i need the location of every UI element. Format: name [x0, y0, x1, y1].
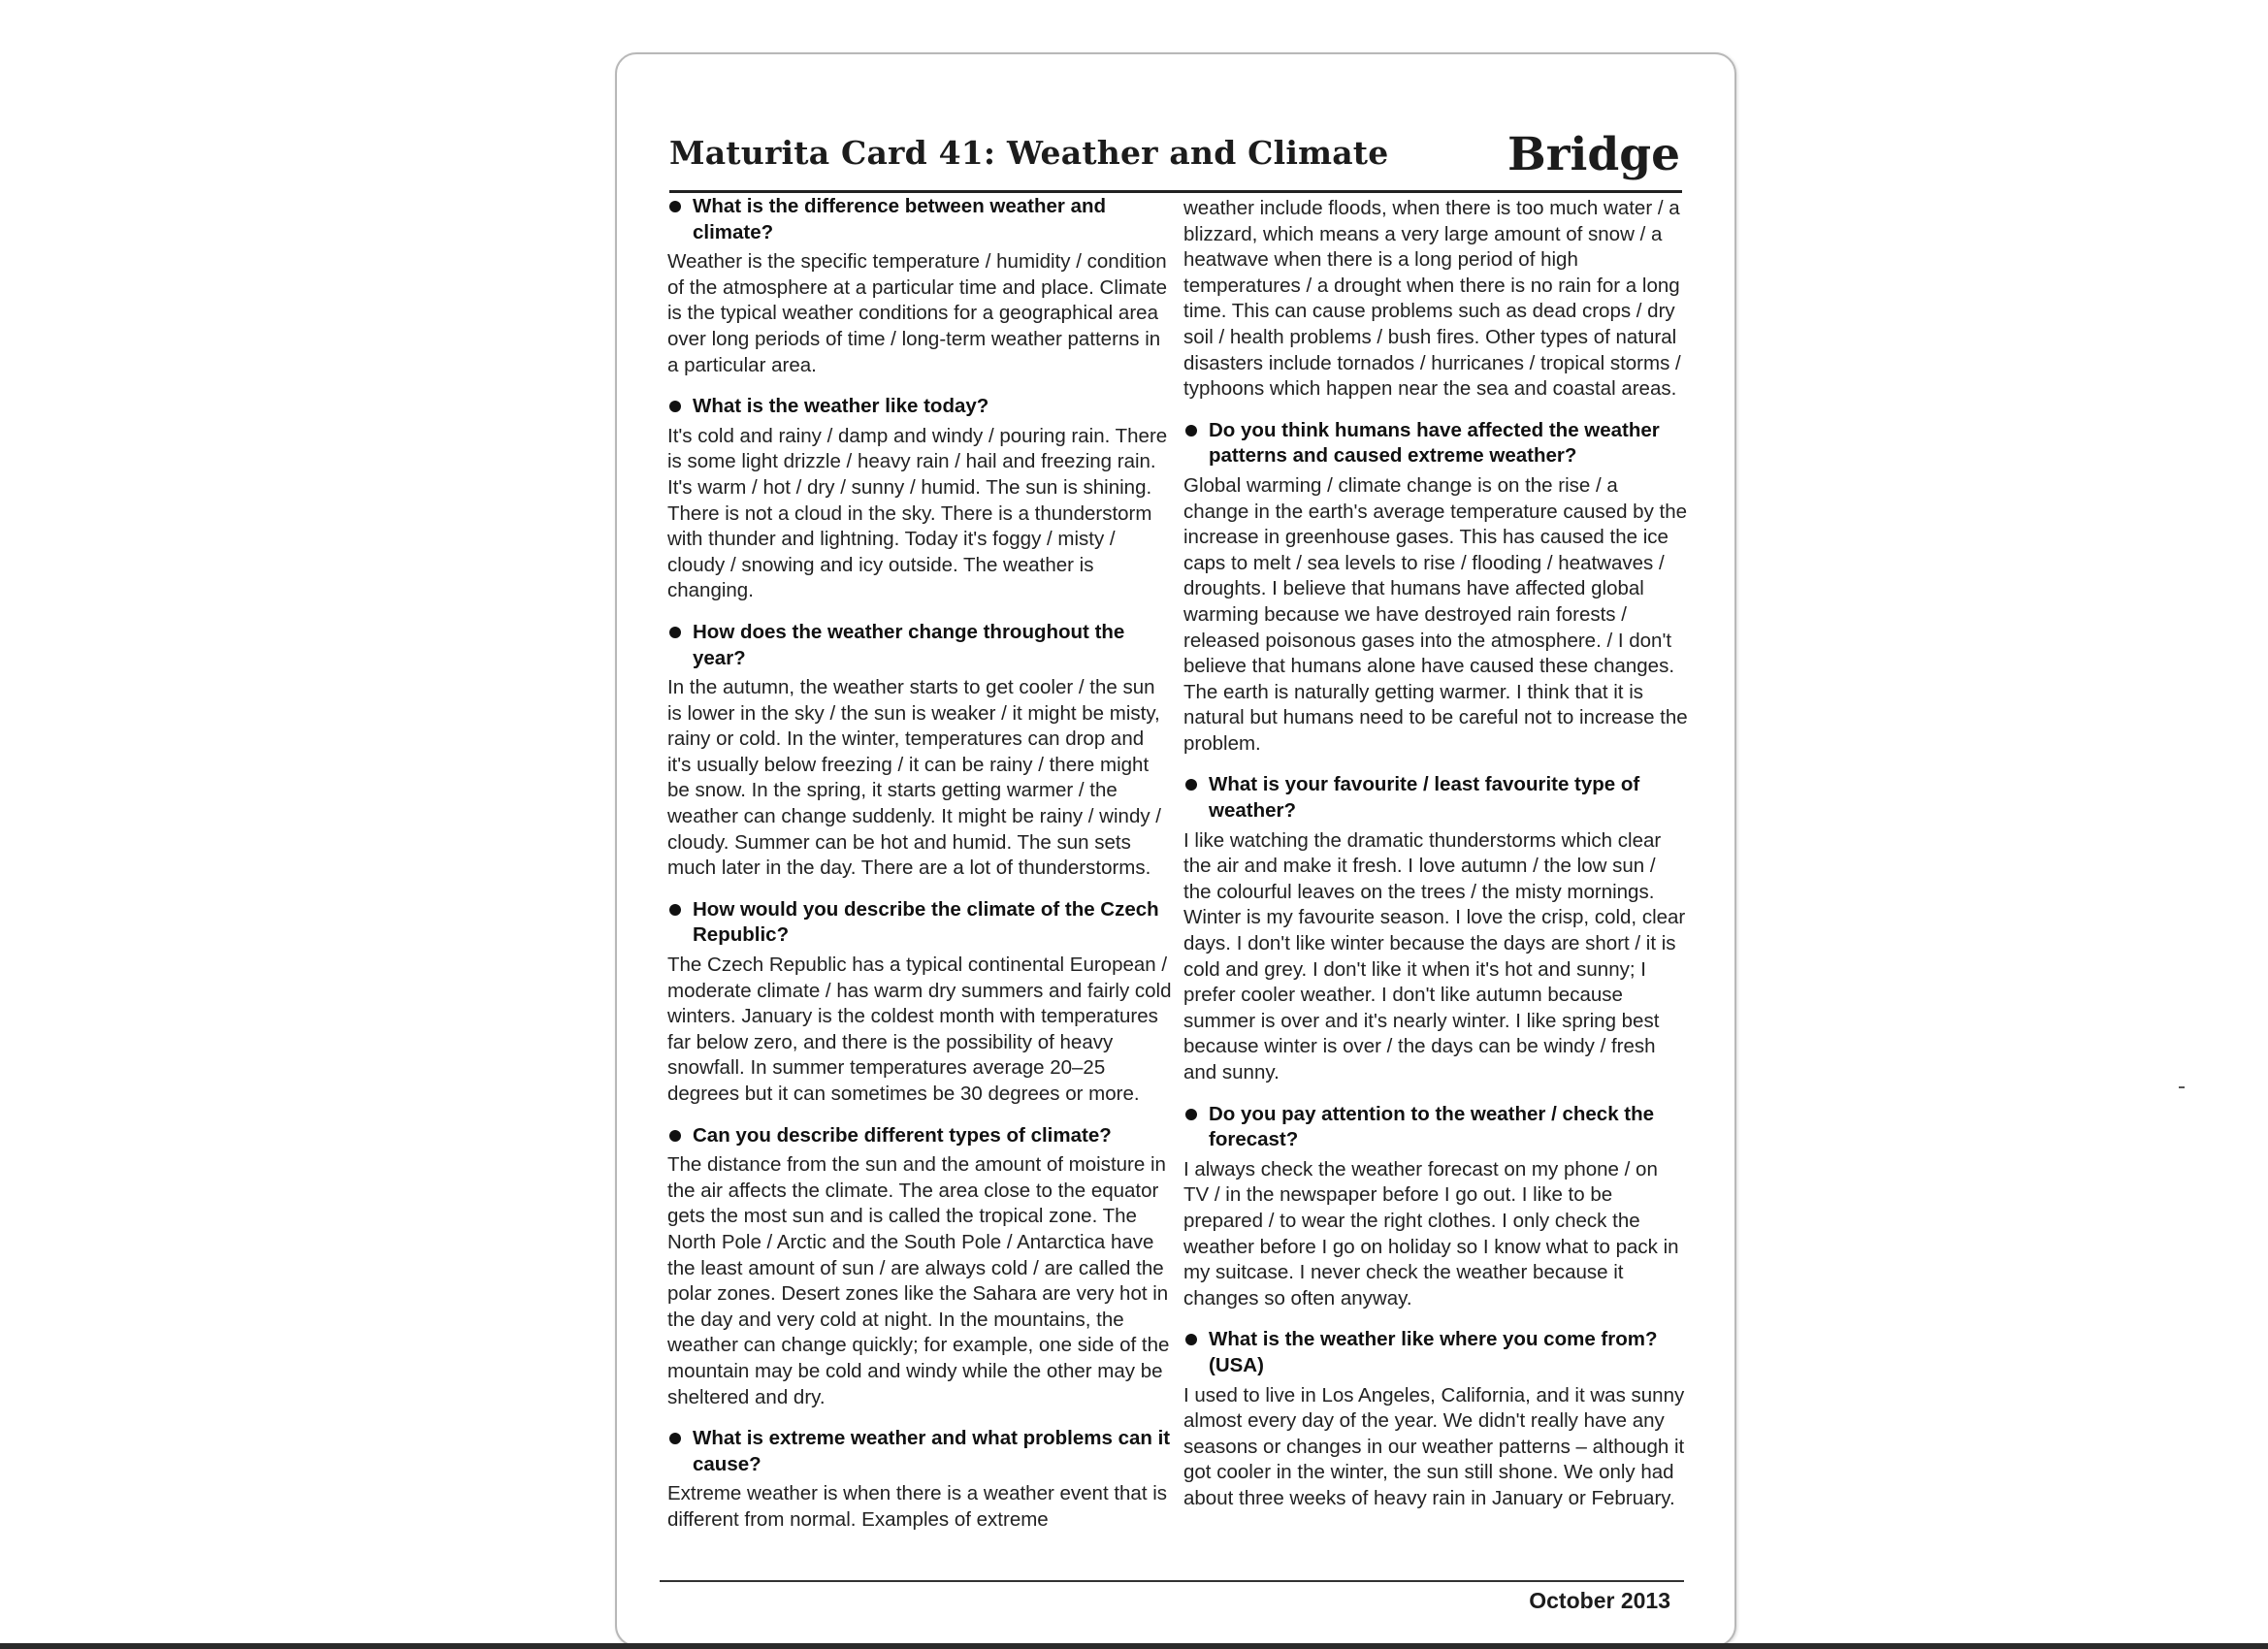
- bullet-icon: [1185, 1334, 1197, 1345]
- question-heading: What is the difference between weather and climate?: [667, 194, 1172, 245]
- card-header: [669, 74, 1682, 193]
- bullet-icon: [669, 627, 681, 638]
- qa-section: [667, 897, 1172, 1108]
- left-column: [667, 194, 1172, 1549]
- answer-text: I always check the weather forecast on my phone / on TV / in the newspaper before I go out. I like to be prepared / to wear the right clothes. I only check the weather before I go on holiday so I know what to pack in my suitcase. I never check the weather because it changes so often anyway.: [1183, 1157, 1679, 1310]
- question-heading: Do you pay attention to the weather / check the forecast?: [1183, 1102, 1688, 1153]
- qa-section: [667, 394, 1172, 604]
- qa-section: [667, 620, 1172, 882]
- bullet-icon: [669, 201, 681, 212]
- maturita-card: [615, 52, 1736, 1647]
- answer-text: I like watching the dramatic thunderstorms which clear the air and make it fresh. I love autumn / the low sun / the colourful leaves on the trees / the misty mornings. Winter is my favourite season. I love the crisp, cold, clear days. I don't like winter because the days are short / it is cold and grey. I don't like it when it's hot and sunny; I prefer cooler weather. I don't like autumn because summer is over and it's nearly winter. I like spring best because winter is over / the days can be windy / fresh and sunny.: [1183, 828, 1686, 1083]
- bullet-icon: [669, 401, 681, 412]
- bullet-icon: [1185, 1109, 1197, 1120]
- question-heading: What is your favourite / least favourite type of weather?: [1183, 772, 1688, 824]
- question-heading: Can you describe different types of climate?: [667, 1123, 1172, 1149]
- bullet-icon: [669, 904, 681, 916]
- answer-text: Global warming / climate change is on the rise / a change in the earth's average temperature caused by the increase in greenhouse gases. This has caused the ice caps to melt / sea levels to rise / flooding / heatwaves / droughts. I believe that humans have affected global warming because we have destroyed rain forests / released poisonous gases into the atmosphere. / I don't believe that humans alone have caused these changes. The earth is naturally getting warmer. I think that it is natural but humans need to be careful not to increase the problem.: [1183, 473, 1688, 755]
- continued-section: [1183, 196, 1688, 403]
- qa-section: [667, 1123, 1172, 1411]
- question-heading: How would you describe the climate of the Czech Republic?: [667, 897, 1172, 949]
- card-title: Maturita Card 41: Weather and Climate: [669, 134, 1389, 172]
- scan-speck: [2179, 1086, 2185, 1088]
- answer-text: I used to live in Los Angeles, California, and it was sunny almost every day of the year. We didn't really have any seasons or changes in our weather patterns – although it got cooler in the winter, the sun still shone. We only had about three weeks of heavy rain in January or February.: [1183, 1383, 1685, 1509]
- question-heading: How does the weather change throughout the year?: [667, 620, 1172, 671]
- bullet-icon: [1185, 425, 1197, 436]
- right-column: [1183, 196, 1688, 1528]
- answer-text: Extreme weather is when there is a weather event that is different from normal. Examples of extreme: [667, 1482, 1168, 1531]
- answer-text: It's cold and rainy / damp and windy / pouring rain. There is some light drizzle / heavy rain / hail and freezing rain. It's warm / hot / dry / sunny / humid. The sun is shining. There is not a cloud in the sky. There is a thunderstorm with thunder and lightning. Today it's foggy / misty / cloudy / snowing and icy outside. The weather is changing.: [667, 424, 1168, 602]
- footer-date: October 2013: [1529, 1588, 1670, 1613]
- answer-text: Weather is the specific temperature / humidity / condition of the atmosphere at a particular time and place. Climate is the typical weather conditions for a geographical area over long periods of time / long-term weather patterns in a particular area.: [667, 250, 1168, 376]
- qa-section: [1183, 418, 1688, 758]
- qa-section: [667, 194, 1172, 378]
- scan-bottom-edge: [0, 1643, 2268, 1649]
- bullet-icon: [1185, 779, 1197, 791]
- qa-section: [1183, 772, 1688, 1085]
- answer-text: The distance from the sun and the amount of moisture in the air affects the climate. The area close to the equator gets the most sun and is called the tropical zone. The North Pole / Arctic and the South Pole / Antarctica have the least amount of sun / are always cold / are called the polar zones. Desert zones like the Sahara are very hot in the day and very cold at night. In the mountains, the weather can change quickly; for example, one side of the mountain may be cold and windy while the other may be sheltered and dry.: [667, 1153, 1170, 1408]
- bullet-icon: [669, 1130, 681, 1142]
- qa-section: [1183, 1327, 1688, 1511]
- bullet-icon: [669, 1433, 681, 1444]
- qa-section: [1183, 1102, 1688, 1312]
- question-heading: Do you think humans have affected the weather patterns and caused extreme weather?: [1183, 418, 1688, 469]
- question-heading: What is the weather like where you come from? (USA): [1183, 1327, 1688, 1378]
- answer-text: The Czech Republic has a typical continental European / moderate climate / has warm dry summers and fairly cold winters. January is the coldest month with temperatures far below zero, and there is the possibility of heavy snowfall. In summer temperatures average 20–25 degrees but it can sometimes be 30 degrees or more.: [667, 954, 1172, 1105]
- footer-divider: [660, 1580, 1684, 1582]
- qa-section: [667, 1426, 1172, 1533]
- answer-text-continued: weather include floods, when there is too much water / a blizzard, which means a very large amount of snow / a heatwave when there is a long period of high temperatures / a drought when there is no rain for a long time. This can cause problems such as dead crops / dry soil / health problems / bush fires. Other types of natural disasters include tornados / hurricanes / tropical storms / typhoons which happen near the sea and coastal areas.: [1183, 197, 1681, 401]
- brand-logo: Bridge: [1507, 128, 1680, 181]
- answer-text: In the autumn, the weather starts to get cooler / the sun is lower in the sky / the sun is weaker / it might be misty, rainy or cold. In the winter, temperatures can drop and it's usually below freezing / it can be rainy / there might be snow. In the spring, it starts getting warmer / the weather can change suddenly. It might be rainy / windy / cloudy. Summer can be hot and humid. The sun sets much later in the day. There are a lot of thunderstorms.: [667, 676, 1161, 880]
- question-heading: What is the weather like today?: [667, 394, 1172, 420]
- question-heading: What is extreme weather and what problems can it cause?: [667, 1426, 1172, 1477]
